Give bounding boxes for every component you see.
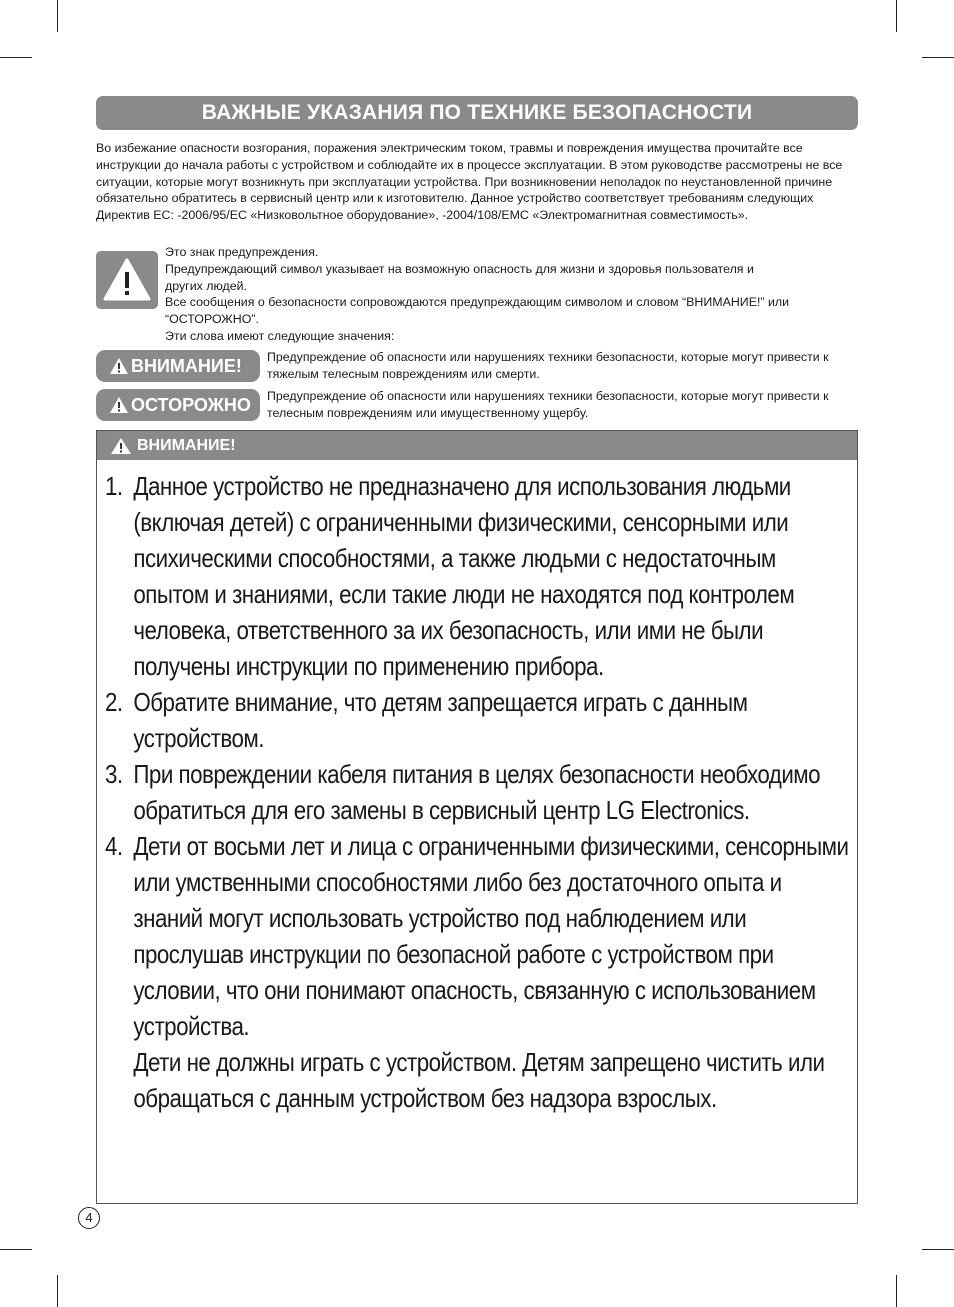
item-text: При повреждении кабеля питания в целях безопасности необходимо обратиться для его замены в сервисный центр LG Electronics. (133, 759, 821, 825)
item-number: 4. (105, 831, 123, 861)
warning-triangle-icon (96, 251, 158, 309)
warning-triangle-icon (109, 357, 129, 375)
item-text: Дети от восьми лет и лица с ограниченными физическими, сенсорными или умственными способностями либо без достаточного опыта и знаний могут использовать устройство под наблюдением или прослушав инструкции по безопасной работе с устройством при условии, что они понимают опасность, связанную с использованием устройства. (133, 831, 849, 1041)
list-item (105, 756, 853, 828)
warning-sign-box (96, 251, 158, 309)
crop-mark (57, 1275, 58, 1307)
sign-line: Эти слова имеют следующие значения: (165, 328, 395, 343)
warning-box-heading: ВНИМАНИЕ! (137, 437, 236, 454)
sign-line: Это знак предупреждения. (165, 245, 319, 259)
warning-box (96, 430, 858, 1204)
warning-triangle-icon (109, 396, 129, 414)
item-text: Обратите внимание, что детям запрещается играть с данным устройством. (133, 687, 748, 753)
list-item (105, 684, 853, 756)
crop-mark (896, 0, 897, 32)
list-item (105, 468, 853, 684)
crop-mark (896, 1275, 897, 1307)
badge-caution-description: Предупреждение об опасности или нарушениях техники безопасности, которые могут привести к телесным повреждениям или имущественному ущербу. (267, 389, 829, 420)
crop-mark (0, 1249, 32, 1250)
badge-label: ОСТОРОЖНО (131, 395, 251, 415)
list-item (105, 828, 853, 1116)
item-extra-text: Дети не должны играть с устройством. Детям запрещено чистить или обращаться с данным устройством без надзора взрослых. (133, 1047, 825, 1113)
item-text: Данное устройство не предназначено для использования людьми (включая детей) с ограниченными физическими, сенсорными или психическими способностями, а также людьми с недостаточным опытом и знаниями, если такие люди не находятся под контролем человека, ответственного за их безопасность, или ими не были получены инструкции по применению прибора. (133, 471, 795, 681)
badge-caution (96, 389, 260, 421)
intro-paragraph: Во избежание опасности возгорания, поражения электрическим током, травмы и повреждения имущества прочитайте все инструкции до начала работы с устройством и соблюдайте их в процессе эксплуатации. В этом руководстве рассмотрены не все ситуации, которые могут возникнуть при эксплуатации устройства. При возникновении неполадок по неустановленной причине обязательно обратитесь в сервисный центр или к изготовителю. Данное устройство соответствует требованиям следующих Директив ЕС: -2006/95/EC «Низковольтное оборудование», -2004/108/EMC «Электромагнитная совместимость». (96, 141, 843, 223)
crop-mark (922, 1249, 954, 1250)
page-number: 4 (78, 1207, 100, 1229)
warning-sign-explanation (165, 244, 855, 345)
crop-mark (57, 0, 58, 32)
badge-label: ВНИМАНИЕ! (131, 356, 242, 376)
item-number: 2. (105, 687, 123, 717)
warning-triangle-icon (110, 437, 132, 455)
item-number: 3. (105, 759, 123, 789)
item-number: 1. (105, 471, 123, 501)
page-title: ВАЖНЫЕ УКАЗАНИЯ ПО ТЕХНИКЕ БЕЗОПАСНОСТИ (96, 96, 858, 130)
sign-line: Предупреждающий символ указывает на возможную опасность для жизни и здоровья пользователя и других людей. (165, 261, 754, 293)
sign-line: Все сообщения о безопасности сопровождаются предупреждающим символом и словом “ВНИМАНИЕ!” или “ОСТОРОЖНО”. (165, 295, 790, 327)
badge-warning-description: Предупреждение об опасности или нарушениях техники безопасности, которые могут привести к тяжелым телесным повреждениям или смерти. (267, 350, 829, 381)
crop-mark (0, 57, 32, 58)
crop-mark (922, 57, 954, 58)
warning-list (105, 468, 853, 1116)
badge-warning (96, 350, 260, 382)
warning-box-header (97, 431, 857, 460)
